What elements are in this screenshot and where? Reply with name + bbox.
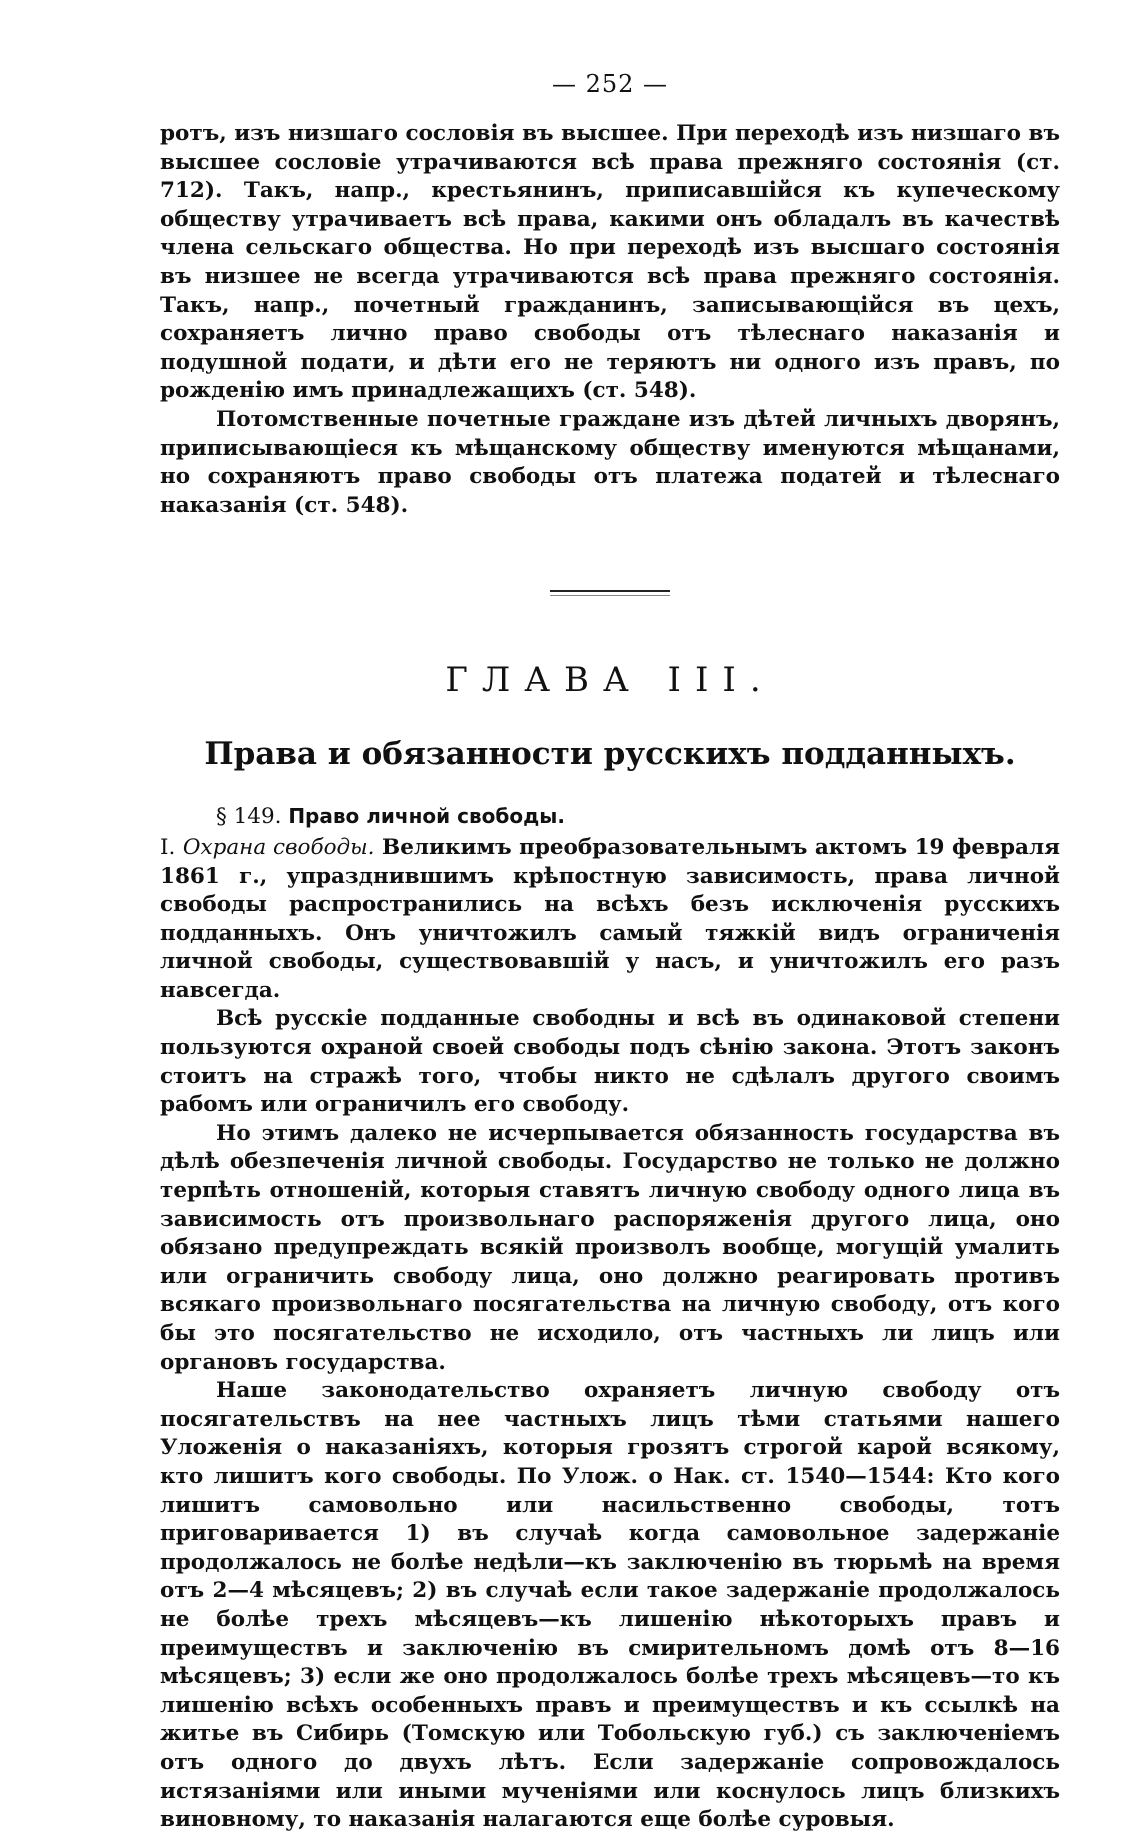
body-paragraph-1 — [160, 834, 1060, 1006]
body-paragraph-2: Всѣ русскіе подданные свободны и всѣ въ одинаковой степени пользуются охраной своей свободы подъ сѣнію закона. Этотъ законъ стоитъ на стражѣ того, чтобы никто не сдѣлалъ другого своимъ рабомъ или ограничилъ его свободу. — [160, 1006, 1060, 1118]
chapter-title: Права и обязанности русскихъ подданныхъ. — [204, 736, 1016, 773]
body-paragraph-3: Но этимъ далеко не исчерпывается обязанность государства въ дѣлѣ обезпеченія личной свободы. Государство не только не должно терпѣть отношеній, которыя ставятъ личную свободу одного лица въ зависимость отъ произвольнаго распоряженія другого лица, оно обязано предупреждать всякій произволъ вообще, могущій умалить или ограничить свободу лица, оно должно реагировать противъ всякаго произвольнаго посягательства на личную свободу, отъ кого бы это посягательство не исходило, отъ частныхъ ли лицъ или органовъ государства. — [160, 1120, 1060, 1375]
page-number: — 252 — — [551, 70, 669, 98]
section-heading — [216, 802, 1060, 832]
subsection-title: Охрана свободы. — [182, 834, 375, 860]
subsection-numeral: I. — [160, 834, 176, 860]
body-paragraph-4: Наше законодательство охраняетъ личную свободу отъ посягательствъ на нее частныхъ лицъ тѣми статьями нашего Уложенія о наказаніяхъ, которыя грозятъ строгой карой всякому, кто лишитъ кого свободы. По Улож. о Нак. ст. 1540—1544: Кто кого лишитъ самовольно или насильственно свободы, тотъ приговаривается 1) въ случаѣ когда самовольное задержаніе продолжалось не болѣе недѣли—къ заключенію въ тюрьмѣ на время отъ 2—4 мѣсяцевъ; 2) въ случаѣ если такое задержаніе продолжалось не болѣе трехъ мѣсяцевъ—къ лишенію нѣкоторыхъ правъ и преимуществъ и заключенію въ смирительномъ домѣ отъ 8—16 мѣсяцевъ; 3) если же оно продолжалось болѣе трехъ мѣсяцевъ—то къ лишенію всѣхъ особенныхъ правъ и преимуществъ и къ ссылкѣ на житье въ Сибирь (Томскую или Тобольскую губ.) съ заключеніемъ отъ одного до двухъ лѣтъ. Если задержаніе сопровождалось истязаніями или иными мученіями или коснулось лицъ близкихъ виновному, то наказанія налагаются еще болѣе суровыя. — [160, 1378, 1060, 1833]
chapter-label: ГЛАВА III. — [445, 660, 775, 701]
top-paragraph-2: Потомственные почетные граждане изъ дѣтей личныхъ дворянъ, приписывающіеся къ мѣщанскому обществу именуются мѣщанами, но сохраняютъ право свободы отъ платежа податей и тѣлеснаго наказанія (ст. 548). — [160, 406, 1060, 518]
section-number: § 149. — [216, 804, 282, 830]
section-title: Право личной свободы. — [288, 804, 565, 829]
document-page — [160, 70, 1060, 1835]
section-divider — [550, 590, 670, 596]
top-paragraph-1: ротъ, изъ низшаго сословія въ высшее. При переходѣ изъ низшаго въ высшее сословіе утрачиваются всѣ права прежняго состоянія (ст. 712). Такъ, напр., крестьянинъ, приписавшійся къ купеческому обществу утрачиваетъ всѣ права, какими онъ обладалъ въ качествѣ члена сельскаго общества. Но при переходѣ изъ высшаго состоянія въ низшее не всегда утрачиваются всѣ права прежняго состоянія. Такъ, напр., почетный гражданинъ, записывающійся въ цехъ, сохраняетъ лично право свободы отъ тѣлеснаго наказанія и подушной подати, и дѣти его не теряютъ ни одного изъ правъ, по рожденію имъ принадлежащихъ (ст. 548). — [160, 121, 1060, 404]
body-paragraph-1-text: Великимъ преобразовательнымъ актомъ 19 февраля 1861 г., упразднившимъ крѣпостную зависимость, права личной свободы распространились на всѣхъ безъ исключенія русскихъ подданныхъ. Онъ уничтожилъ самый тяжкій видъ ограниченія личной свободы, существовавшій у насъ, и уничтожилъ его разъ навсегда. — [160, 834, 1061, 1003]
